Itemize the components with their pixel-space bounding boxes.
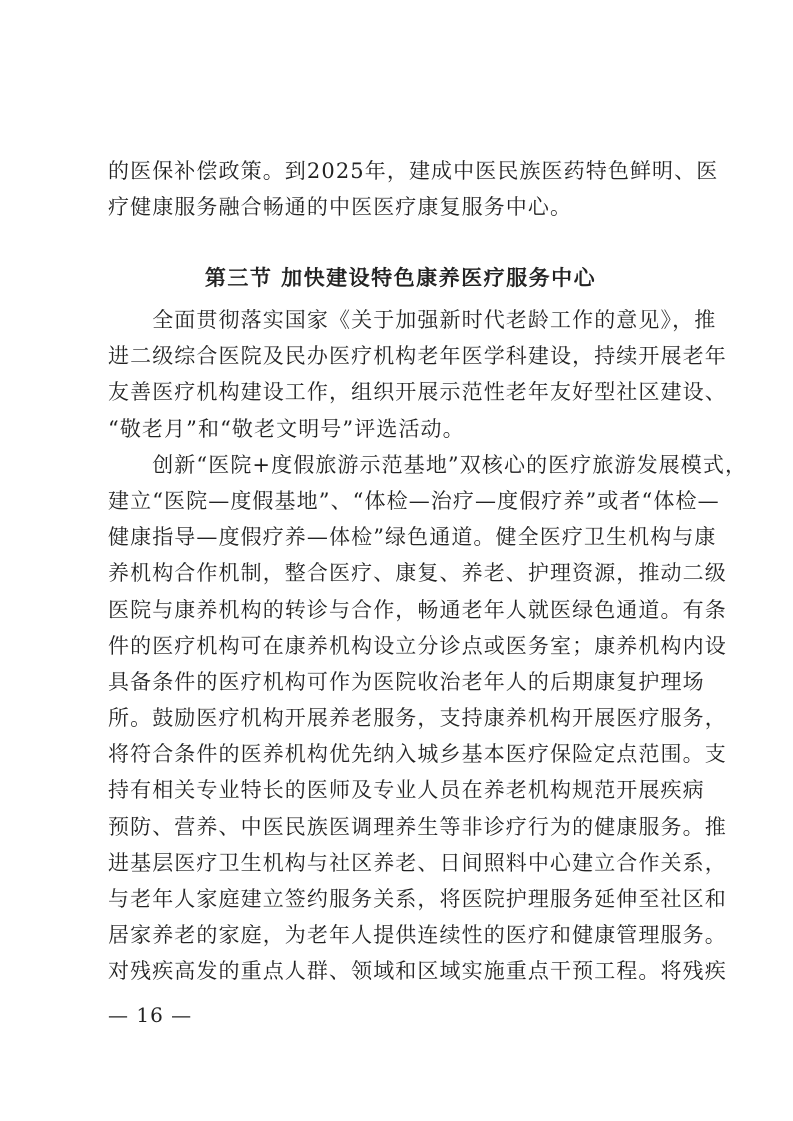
text-line: 与老年人家庭建立签约服务关系，将医院护理服务延伸至社区和 <box>108 887 727 911</box>
intro-paragraph <box>108 153 719 225</box>
page-number: — 16 — <box>108 1003 193 1027</box>
text-line: 进基层医疗卫生机构与社区养老、日间照料中心建立合作关系， <box>108 850 727 875</box>
text-line: 健康指导—度假疗养—体检”绿色通道。健全医疗卫生机构与康 <box>108 525 717 550</box>
text-line: 进二级综合医院及民办医疗机构老年医学科建设，持续开展老年 <box>108 344 727 369</box>
body-paragraphs <box>108 302 748 990</box>
text-line: 预防、营养、中医民族医调理养生等非诊疗行为的健康服务。推 <box>108 814 727 839</box>
text-line: 具备条件的医疗机构可作为医院收治老年人的后期康复护理场 <box>108 669 705 694</box>
text-line: 友善医疗机构建设工作，组织开展示范性老年友好型社区建设、 <box>108 380 727 405</box>
text-line: 医院与康养机构的转诊与合作，畅通老年人就医绿色通道。有条 <box>108 597 727 622</box>
text-line: 持有相关专业特长的医师及专业人员在养老机构规范开展疾病 <box>108 778 705 803</box>
text-line: 全面贯彻落实国家《关于加强新时代老龄工作的意见》，推 <box>108 308 717 332</box>
text-line: 居家养老的家庭，为老年人提供连续性的医疗和健康管理服务。 <box>108 923 727 948</box>
text-line: 所。鼓励医疗机构开展养老服务，支持康养机构开展医疗服务， <box>108 706 727 731</box>
text-line: 对残疾高发的重点人群、领域和区域实施重点干预工程。将残疾 <box>108 959 727 984</box>
text-line: 创新“医院+度假旅游示范基地”双核心的医疗旅游发展模式， <box>108 452 748 477</box>
text-line: “敬老月”和“敬老文明号”评选活动。 <box>108 416 465 441</box>
text-line: 将符合条件的医养机构优先纳入城乡基本医疗保险定点范围。支 <box>108 742 727 767</box>
text-line: 的医保补偿政策。到2025年，建成中医民族医药特色鲜明、医 <box>108 159 719 183</box>
section-heading: 第三节 加快建设特色康养医疗服务中心 <box>204 266 597 290</box>
text-line: 疗健康服务融合畅通的中医医疗康复服务中心。 <box>108 195 573 220</box>
text-line: 养机构合作机制，整合医疗、康复、养老、护理资源，推动二级 <box>108 561 727 586</box>
text-line: 件的医疗机构可在康养机构设立分诊点或医务室；康养机构内设 <box>108 633 727 658</box>
text-line: 建立“医院—度假基地”、“体检—治疗—度假疗养”或者“体检— <box>108 488 720 513</box>
